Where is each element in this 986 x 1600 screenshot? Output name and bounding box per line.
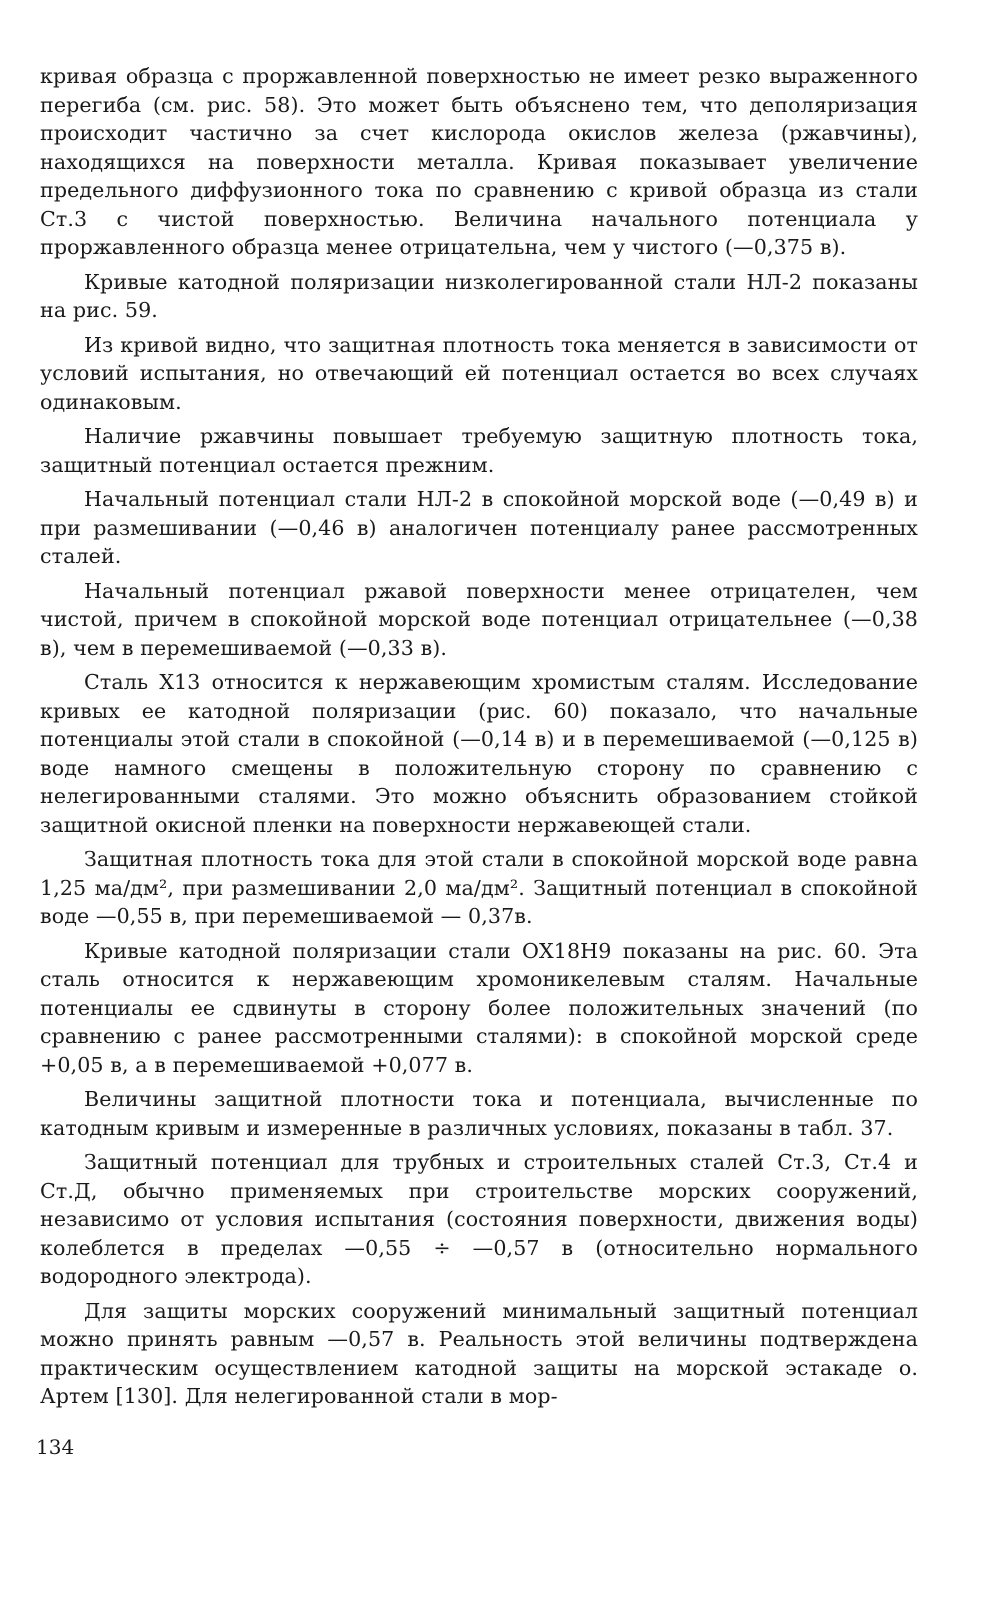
paragraph: Для защиты морских сооружений минимальный защитный потенциал можно принять равным —0,57 в. Реальность этой величины подтверждена практическим осуществлением катодной защиты на морской эстакаде о. Артем [130]. Для нелегированной стали в мор-: [40, 1298, 918, 1408]
paragraph: Защитная плотность тока для этой стали в спокойной морской воде равна 1,25 ма/дм², при размешивании 2,0 ма/дм². Защитный потенциал в спокойной воде —0,55 в, при перемешиваемой — 0,37в.: [40, 847, 918, 928]
paragraph: Сталь Х13 относится к нержавеющим хромистым сталям. Исследование кривых ее катодной поляризации (рис. 60) показало, что начальные потенциалы этой стали в спокойной (—0,14 в) и в перемешиваемой (—0,125 в) воде намного смещены в положительную сторону по сравнению с нелегированными сталями. Это можно объяснить образованием стойкой защитной окисной пленки на поверхности нержавеющей стали.: [40, 670, 918, 837]
page-body: [40, 62, 918, 1417]
page-number: 134: [36, 1435, 75, 1459]
paragraph: Наличие ржавчины повышает требуемую защитную плотность тока, защитный потенциал остается прежним.: [40, 424, 918, 477]
paragraph: Величины защитной плотности тока и потенциала, вычисленные по катодным кривым и измеренные в различных условиях, показаны в табл. 37.: [40, 1087, 918, 1140]
paragraph: Начальный потенциал ржавой поверхности менее отрицателен, чем чистой, причем в спокойной морской воде потенциал отрицательнее (—0,38 в), чем в перемешиваемой (—0,33 в).: [40, 578, 918, 660]
paragraph: Кривые катодной поляризации низколегированной стали НЛ-2 показаны на рис. 59.: [40, 269, 918, 322]
paragraph: Начальный потенциал стали НЛ-2 в спокойной морской воде (—0,49 в) и при размешивании (—0,46 в) аналогичен потенциалу ранее рассмотренных сталей.: [40, 487, 918, 568]
paragraph: кривая образца с проржавленной поверхностью не имеет резко выраженного перегиба (см. рис. 58). Это может быть объяснено тем, что деполяризация происходит частично за счет кислорода окислов железа (ржавчины), находящихся на поверхности металла. Кривая показывает увеличение предельного диффузионного тока по сравнению с кривой образца из стали Ст.3 с чистой поверхностью. Величина начального потенциала у проржавленного образца менее отрицательна, чем у чистого (—0,375 в).: [40, 64, 918, 259]
paragraph: Защитный потенциал для трубных и строительных сталей Ст.3, Ст.4 и Ст.Д, обычно применяемых при строительстве морских сооружений, независимо от условия испытания (состояния поверхности, движения воды) колеблется в пределах —0,55 ÷ —0,57 в (относительно нормального водородного электрода).: [40, 1150, 918, 1288]
paragraph: Из кривой видно, что защитная плотность тока меняется в зависимости от условий испытания, но отвечающий ей потенциал остается во всех случаях одинаковым.: [40, 332, 918, 414]
paragraph: Кривые катодной поляризации стали ОХ18Н9 показаны на рис. 60. Эта сталь относится к нержавеющим хромоникелевым сталям. Начальные потенциалы ее сдвинуты в сторону более положительных значений (по сравнению с ранее рассмотренными сталями): в спокойной морской среде +0,05 в, а в перемешиваемой +0,077 в.: [40, 938, 918, 1077]
